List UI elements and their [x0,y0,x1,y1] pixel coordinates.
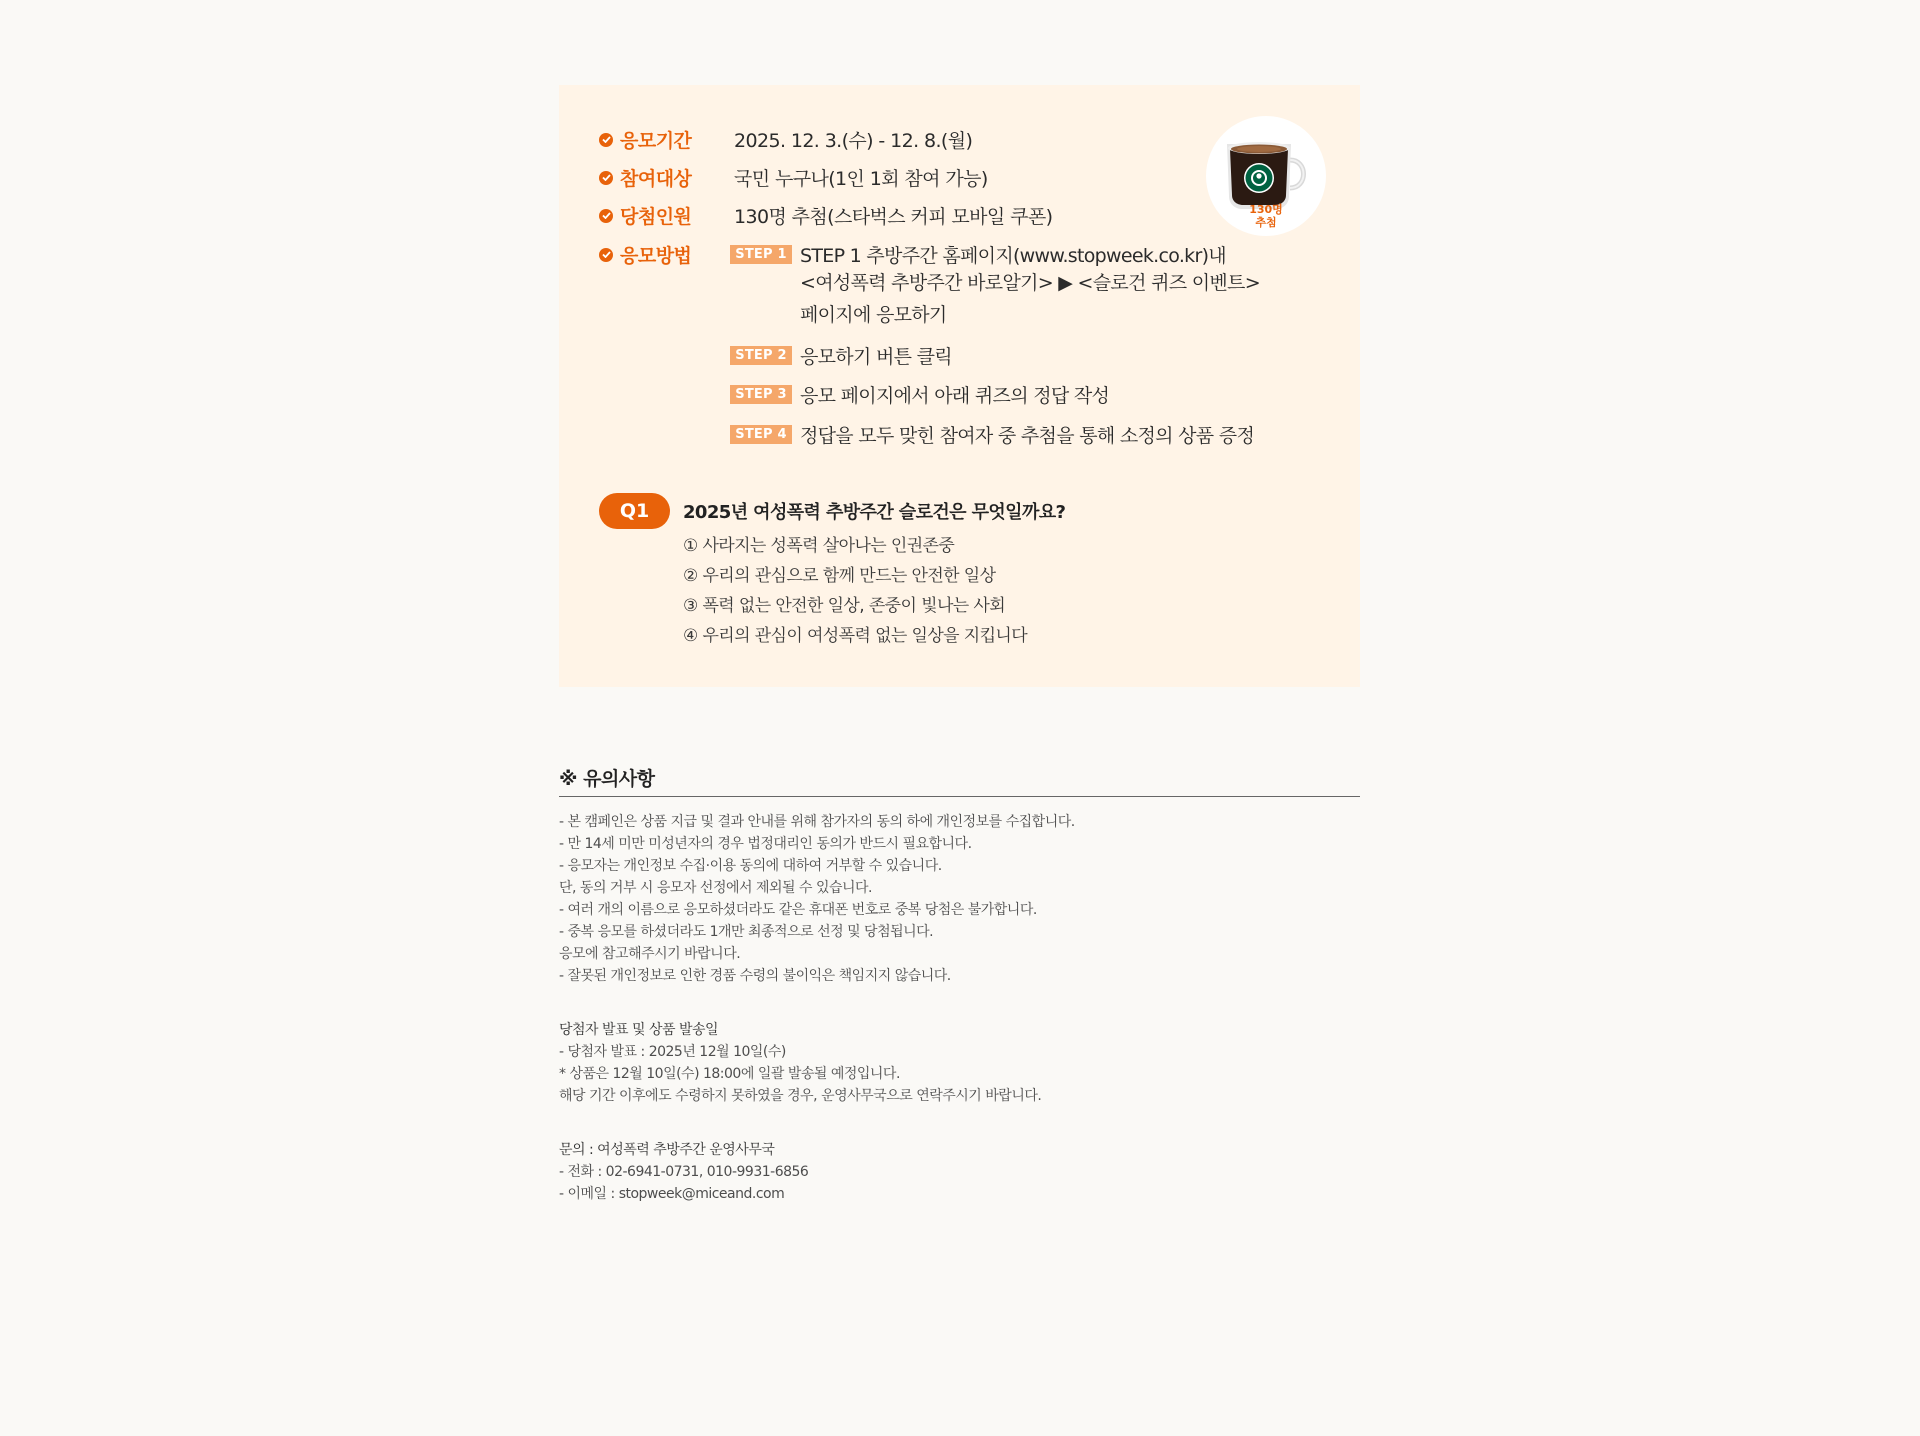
step-text: 응모하기 버튼 클릭 [800,346,952,368]
step-4 [730,421,1254,448]
row-label: 참여대상 [620,168,692,190]
row-label: 응모기간 [620,130,692,152]
row-value: 2025. 12. 3.(수) - 12. 8.(월) [734,130,973,152]
winner-heading: 당첨자 발표 및 상품 발송일 [559,1022,719,1038]
row-value: 130명 추첨(스타벅스 커피 모바일 쿠폰) [734,206,1053,228]
check-icon [599,171,613,185]
notice-section [559,764,1360,1205]
row-target [599,164,988,191]
step-text: 페이지에 응모하기 [800,304,947,326]
quiz-question: 2025년 여성폭력 추방주간 슬로건은 무엇일까요? [683,502,1066,523]
quiz-option: ① 사라지는 성폭력 살아나는 인권존중 [683,536,955,556]
step-badge: STEP 3 [730,385,792,404]
row-method [599,241,734,268]
step-badge: STEP 2 [730,346,792,365]
winner-item: - 당첨자 발표 : 2025년 12월 10일(수) [559,1044,786,1060]
quiz-badge: Q1 [599,493,670,529]
contact-heading: 문의 : 여성폭력 추방주간 운영사무국 [559,1142,775,1158]
step-text: STEP 1 추방주간 홈페이지(www.stopweek.co.kr)내 [800,245,1226,267]
row-winners [599,202,1052,229]
check-icon [599,209,613,223]
step-text: 응모 페이지에서 아래 퀴즈의 정답 작성 [800,385,1110,407]
step-text: <여성폭력 추방주간 바로알기> ▶ <슬로건 퀴즈 이벤트> [800,272,1260,294]
quiz-option: ② 우리의 관심으로 함께 만드는 안전한 일상 [683,566,996,586]
prize-label: 130명 추첨 [1249,203,1283,229]
notice-item: - 여러 개의 이름으로 응모하셨더라도 같은 휴대폰 번호로 중복 당첨은 불가합니다. [559,902,1037,918]
winner-item: * 상품은 12월 10일(수) 18:00에 일괄 발송될 예정입니다. 해당 기간 이후에도 수령하지 못하였을 경우, 운영사무국으로 연락주시기 바랍니다. [559,1066,1042,1104]
notice-item: - 만 14세 미만 미성년자의 경우 법정대리인 동의가 반드시 필요합니다. [559,836,972,852]
notice-list [559,811,1360,987]
row-period [599,126,972,153]
contact-phone: - 전화 : 02-6941-0731, 010-9931-6856 [559,1164,809,1180]
step-3 [730,381,1109,408]
notice-title: ※ 유의사항 [559,764,1360,797]
check-icon [599,133,613,147]
contact-list [559,1161,1360,1205]
event-info-box [559,85,1360,687]
step-text: 정답을 모두 맞힌 참여자 중 추첨을 통해 소정의 상품 증정 [800,425,1255,447]
winner-list [559,1041,1360,1107]
quiz-options [683,531,1027,651]
step-badge: STEP 4 [730,425,792,444]
prize-badge [1206,116,1326,236]
quiz-option: ④ 우리의 관심이 여성폭력 없는 일상을 지킵니다 [683,626,1028,646]
notice-item: - 중복 응모를 하셨더라도 1개만 최종적으로 선정 및 당첨됩니다. 응모에 참고해주시기 바랍니다. [559,924,934,962]
row-label: 응모방법 [620,245,692,267]
contact-email: - 이메일 : stopweek@miceand.com [559,1186,785,1202]
step-2 [730,342,952,369]
notice-item: - 본 캠페인은 상품 지급 및 결과 안내를 위해 참가자의 동의 하에 개인정보를 수집합니다. [559,814,1075,830]
notice-item: - 잘못된 개인정보로 인한 경품 수령의 불이익은 책임지지 않습니다. [559,968,951,984]
row-value: 국민 누구나(1인 1회 참여 가능) [734,168,988,190]
notice-item: - 응모자는 개인정보 수집·이용 동의에 대하여 거부할 수 있습니다. 단, 동의 거부 시 응모자 선정에서 제외될 수 있습니다. [559,858,942,896]
quiz-option: ③ 폭력 없는 안전한 일상, 존중이 빛나는 사회 [683,596,1006,616]
check-icon [599,248,613,262]
row-label: 당첨인원 [620,206,692,228]
step-badge: STEP 1 [730,245,792,264]
step-1 [730,241,1226,268]
